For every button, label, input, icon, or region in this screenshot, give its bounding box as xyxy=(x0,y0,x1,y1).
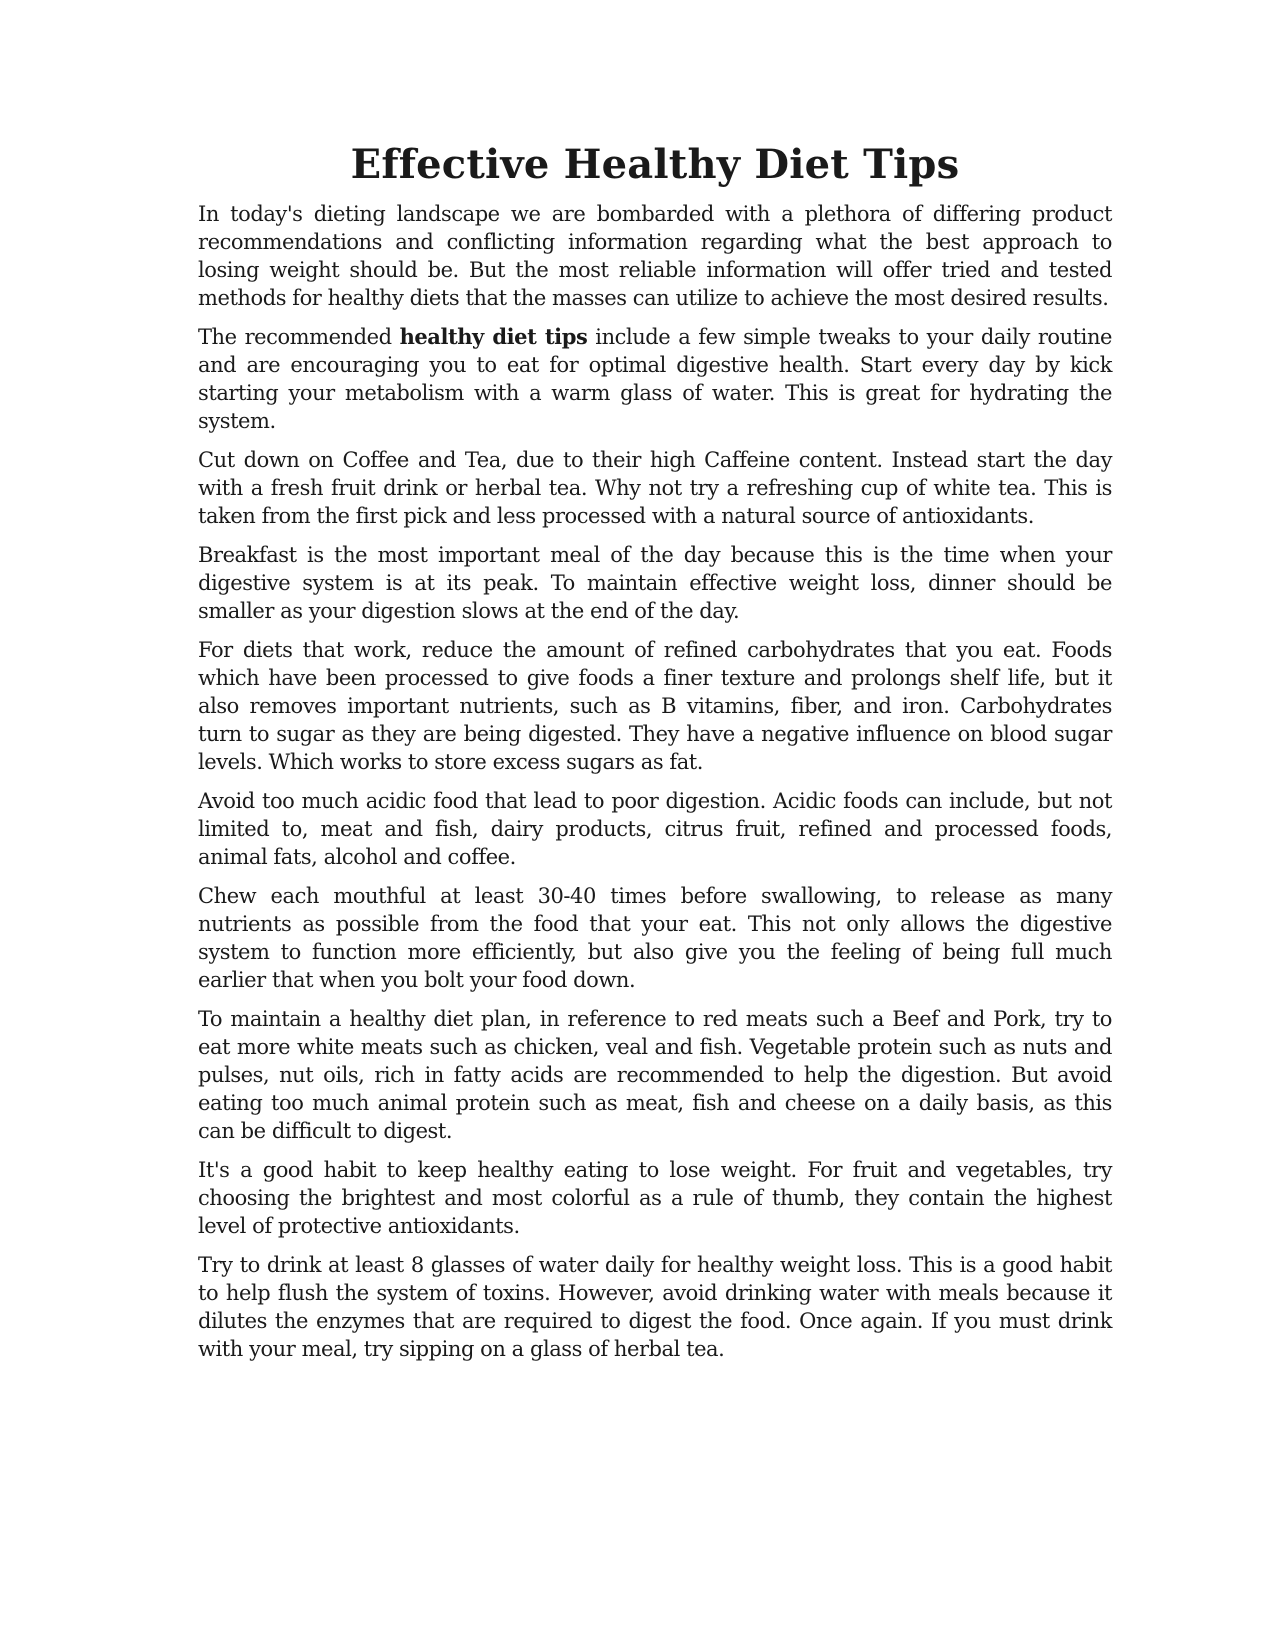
paragraph-water: Try to drink at least 8 glasses of water daily for healthy weight loss. This is a good habit to help flush the system of toxins. However, avoid drinking water with meals because it dilutes the enzymes that are required to digest the food. Once again. If you must drink with your meal, try sipping on a glass of herbal tea. xyxy=(198,1253,1112,1361)
document-title: Effective Healthy Diet Tips xyxy=(350,141,960,188)
paragraph-text-before: The recommended xyxy=(198,325,400,349)
paragraph-intro: In today's dieting landscape we are bombarded with a plethora of differing product recommendations and conflicting information regarding what the best approach to losing weight should be. But the most reliable information will offer tried and tested methods for healthy diets that the masses can utilize to achieve the most desired results. xyxy=(198,202,1112,310)
paragraph-chewing: Chew each mouthful at least 30-40 times before swallowing, to release as many nutrients as possible from the food that your eat. This not only allows the digestive system to function more efficiently, but also give you the feeling of being full much earlier that when you bolt your food down. xyxy=(198,884,1112,992)
paragraph-coffee-tea: Cut down on Coffee and Tea, due to their high Caffeine content. Instead start the day with a fresh fruit drink or herbal tea. Why not try a refreshing cup of white tea. This is taken from the first pick and less processed with a natural source of antioxidants. xyxy=(198,448,1112,528)
paragraph-recommended-tips xyxy=(198,323,1112,435)
bold-phrase-healthy-diet-tips: healthy diet tips xyxy=(399,324,588,349)
paragraph-text-after: include a few simple tweaks to your daily routine and are encouraging you to eat for optimal digestive health. Start every day by kick starting your metabolism with a warm glass of water. This is great for hydrating the system. xyxy=(198,325,1112,433)
paragraph-breakfast: Breakfast is the most important meal of the day because this is the time when your digestive system is at its peak. To maintain effective weight loss, dinner should be smaller as your digestion slows at the end of the day. xyxy=(198,543,1112,623)
paragraph-fruit-vegetables: It's a good habit to keep healthy eating to lose weight. For fruit and vegetables, try choosing the brightest and most colorful as a rule of thumb, they contain the highest level of protective antioxidants. xyxy=(198,1158,1112,1238)
paragraph-acidic-food: Avoid too much acidic food that lead to poor digestion. Acidic foods can include, but not limited to, meat and fish, dairy products, citrus fruit, refined and processed foods, animal fats, alcohol and coffee. xyxy=(198,789,1112,869)
document-page xyxy=(198,140,1112,1374)
paragraph-carbohydrates: For diets that work, reduce the amount of refined carbohydrates that you eat. Foods which have been processed to give foods a finer texture and prolongs shelf life, but it also removes important nutrients, such as B vitamins, fiber, and iron. Carbohydrates turn to sugar as they are being digested. They have a negative influence on blood sugar levels. Which works to store excess sugars as fat. xyxy=(198,638,1112,774)
paragraph-meats: To maintain a healthy diet plan, in reference to red meats such a Beef and Pork, try to eat more white meats such as chicken, veal and fish. Vegetable protein such as nuts and pulses, nut oils, rich in fatty acids are recommended to help the digestion. But avoid eating too much animal protein such as meat, fish and cheese on a daily basis, as this can be difficult to digest. xyxy=(198,1007,1112,1143)
